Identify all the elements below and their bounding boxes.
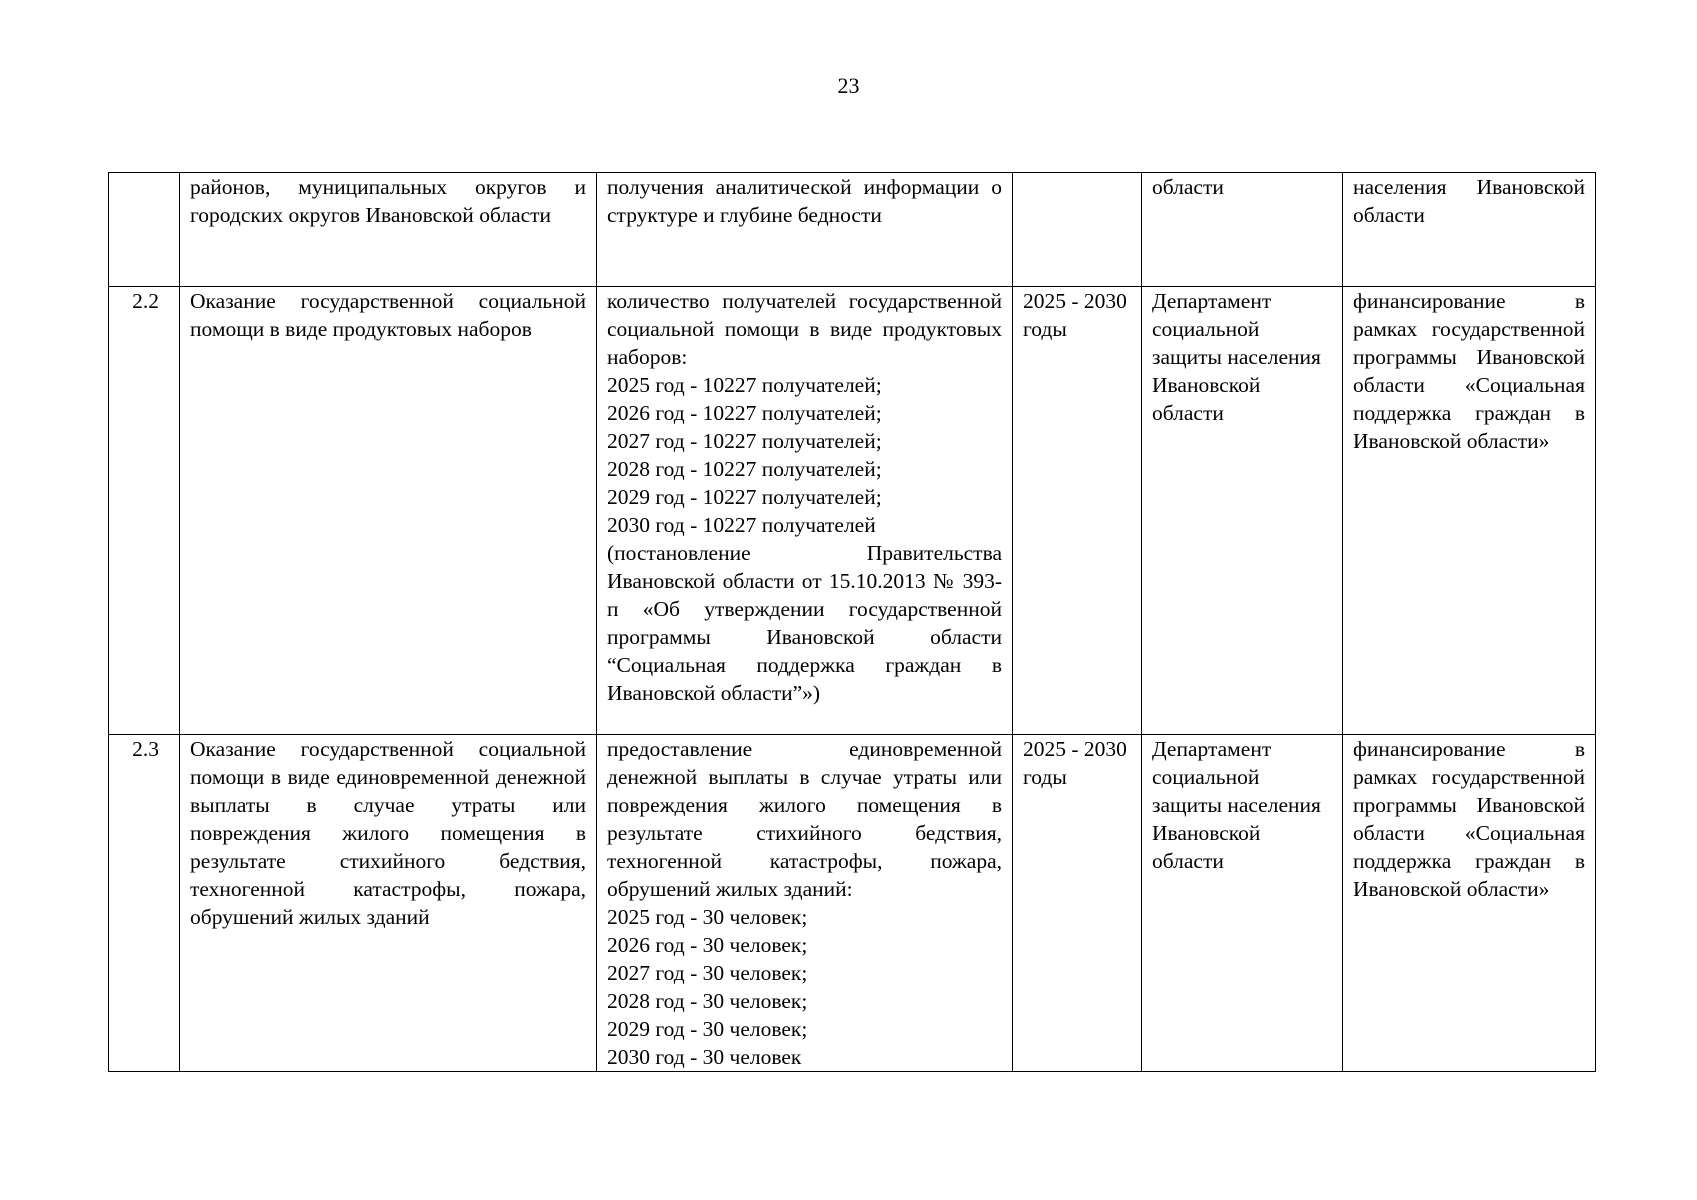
- indicator-line: 2025 год - 10227 получателей;: [607, 373, 882, 397]
- indicator-cell: [597, 735, 1013, 1072]
- period-cell: 2025 - 2030 годы: [1013, 735, 1142, 1072]
- table-row: [109, 173, 1596, 287]
- responsible-cell: области: [1142, 173, 1343, 287]
- table-row: [109, 735, 1596, 1072]
- indicator-line: 2030 год - 10227 получателей: [607, 513, 876, 537]
- row-number: 2.3: [109, 735, 180, 1072]
- measure-cell: районов, муниципальных округов и городских округов Ивановской области: [180, 173, 597, 287]
- period-cell: [1013, 173, 1142, 287]
- indicator-cell: [597, 287, 1013, 735]
- indicator-line: 2026 год - 10227 получателей;: [607, 401, 882, 425]
- measure-cell: Оказание государственной социальной помощи в виде продуктовых наборов: [180, 287, 597, 735]
- responsible-cell: Департамент социальной защиты населения Ивановской области: [1142, 287, 1343, 735]
- row-number: 2.2: [109, 287, 180, 735]
- table-row: [109, 287, 1596, 735]
- indicator-line: 2029 год - 10227 получателей;: [607, 485, 882, 509]
- indicator-cell: [597, 173, 1013, 287]
- funding-cell: финансирование в рамках государственной программы Ивановской области «Социальная поддержка граждан в Ивановской области»: [1343, 287, 1596, 735]
- page-number: 23: [837, 73, 860, 98]
- indicator-line: 2025 год - 30 человек;: [607, 905, 808, 929]
- responsible-cell: Департамент социальной защиты населения Ивановской области: [1142, 735, 1343, 1072]
- indicator-line: 2028 год - 10227 получателей;: [607, 457, 882, 481]
- indicator-line: 2027 год - 30 человек;: [607, 961, 808, 985]
- indicator-line: 2030 год - 30 человек: [607, 1045, 802, 1069]
- indicator-line: (постановление Правительства Ивановской области от 15.10.2013 № 393-п «Об утверждении государственной программы Ивановской области “Социальная поддержка граждан в Ивановской области”»): [607, 541, 1002, 705]
- measures-table: [108, 172, 1596, 1072]
- measure-cell: Оказание государственной социальной помощи в виде единовременной денежной выплаты в случае утраты или повреждения жилого помещения в результате стихийного бедствия, техногенной катастрофы, пожара, обрушений жилых зданий: [180, 735, 597, 1072]
- indicator-line: предоставление единовременной денежной выплаты в случае утраты или повреждения жилого помещения в результате стихийного бедствия, техногенной катастрофы, пожара, обрушений жилых зданий:: [607, 737, 1002, 901]
- period-cell: 2025 - 2030 годы: [1013, 287, 1142, 735]
- row-number: [109, 173, 180, 287]
- funding-cell: финансирование в рамках государственной программы Ивановской области «Социальная поддержка граждан в Ивановской области»: [1343, 735, 1596, 1072]
- indicator-line: 2028 год - 30 человек;: [607, 989, 808, 1013]
- indicator-line: получения аналитической информации о структуре и глубине бедности: [607, 175, 1002, 227]
- funding-cell: населения Ивановской области: [1343, 173, 1596, 287]
- indicator-line: 2029 год - 30 человек;: [607, 1017, 808, 1041]
- indicator-line: количество получателей государственной социальной помощи в виде продуктовых наборов:: [607, 289, 1002, 369]
- indicator-line: 2026 год - 30 человек;: [607, 933, 808, 957]
- indicator-line: 2027 год - 10227 получателей;: [607, 429, 882, 453]
